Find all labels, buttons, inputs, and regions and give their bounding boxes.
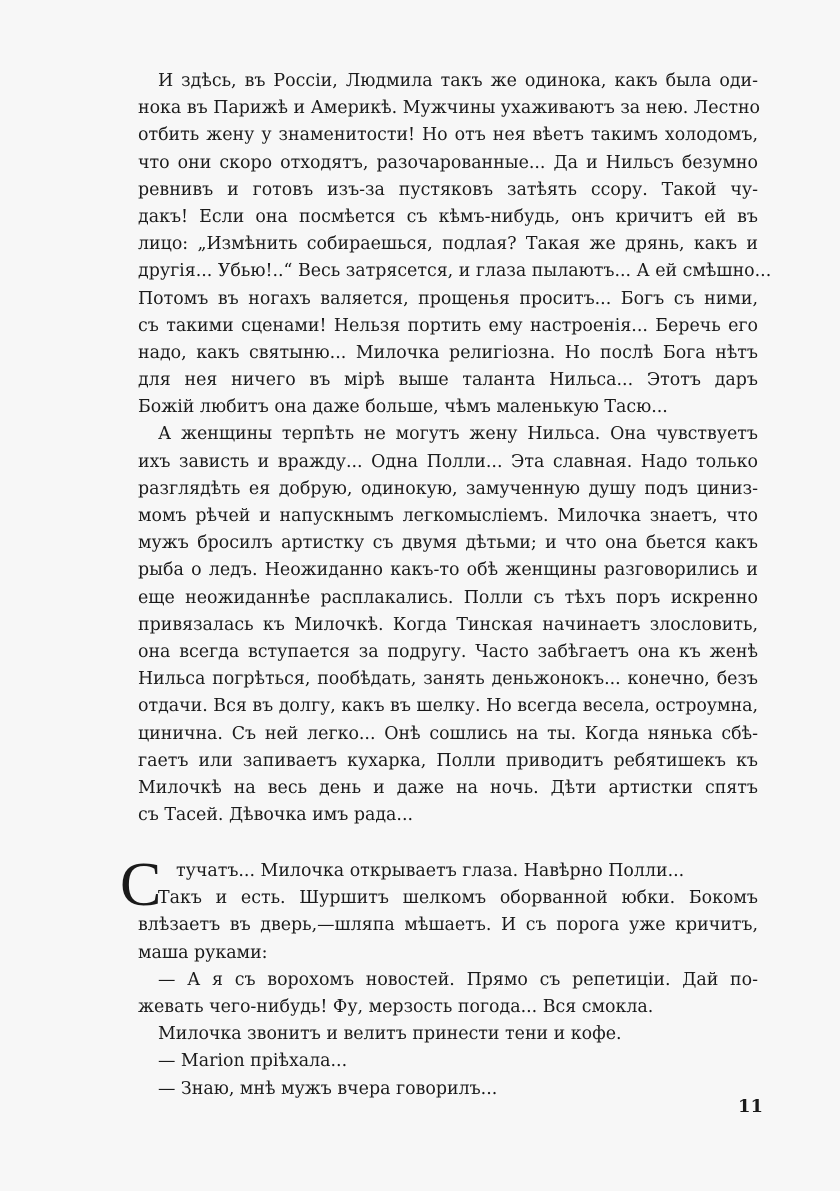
text-line: съ такими сценами! Нельзя портить ему настроенія... Беречь его [138,315,758,336]
section-2-text [120,851,758,1103]
drop-cap: С [120,851,162,919]
text-line: рыба о ледъ. Неожиданно какъ-то обѣ женщины разговорились и [138,560,758,581]
text-line: А женщины терпѣть не могутъ жену Нильса. Она чувствуетъ [158,424,758,445]
text-line: еще неожиданнѣе расплакались. Полли съ тѣхъ поръ искренно [138,587,758,608]
text-line: маша руками: [138,942,268,963]
text-line: Нильса погрѣться, пообѣдать, занять деньжонокъ... конечно, безъ [138,669,758,690]
text-line: съ Тасей. Дѣвочка имъ рада... [138,805,413,826]
text-line: нока въ Парижѣ и Америкѣ. Мужчины ухаживаютъ за нею. Лестно [138,98,761,119]
text-line: жевать чего-нибудь! Фу, мерзость погода... Вся смокла. [138,996,654,1017]
text-line: момъ рѣчей и напускнымъ легкомысліемъ. Милочка знаетъ, что [138,506,758,526]
text-line: привязалась къ Милочкѣ. Когда Тинская начинаетъ злословить, [138,614,758,635]
text-line: отбить жену у знаменитости! Но отъ нея вѣетъ такимъ холодомъ, [138,125,758,146]
text-line: мужъ бросилъ артистку съ двумя дѣтьми; и что она бьется какъ [138,533,758,554]
text-line: что они скоро отходятъ, разочарованные... Да и Нильсъ безумно [138,152,758,173]
text-line: отдачи. Вся въ долгу, какъ въ шелку. Но всегда весела, остроумна, [138,696,759,717]
text-line: другія... Убью!..“ Весь затрясется, и глаза пылаютъ... А ей смѣшно... [138,261,772,282]
text-line: ихъ зависть и вражду... Одна Полли... Эта славная. Надо только [138,451,758,472]
text-line: надо, какъ святыню... Милочка религіозна. Но послѣ Бога нѣтъ [138,342,758,363]
text-line: Милочкѣ на весь день и даже на ночь. Дѣти артистки спятъ [138,777,758,798]
text-line: Милочка звонитъ и велитъ принести тени и кофе. [158,1024,622,1045]
text-line: разглядѣть ея добрую, одинокую, замученную душу подъ циниз- [138,478,758,499]
text-line: — А я съ ворохомъ новостей. Прямо съ репетиціи. Дай по- [158,969,758,990]
text-line: — Знаю, мнѣ мужъ вчера говорилъ... [158,1078,498,1099]
text-line: — Marion пріѣхала... [158,1051,348,1072]
text-line: цинична. Съ ней легко... Онѣ сошлись на ты. Когда нянька сбѣ- [138,723,758,744]
text-line: Потомъ въ ногахъ валяется, прощенья проситъ... Богъ съ ними, [138,288,758,309]
text-line: Такъ и есть. Шуршитъ шелкомъ оборванной юбки. Бокомъ [158,888,758,909]
text-line: И здѣсь, въ Россіи, Людмила такъ же одинока, какъ была оди- [158,71,758,91]
text-line: влѣзаетъ въ дверь,—шляпа мѣшаетъ. И съ порога уже кричитъ, [138,915,758,936]
page-number: 11 [738,1096,764,1117]
text-line: дакъ! Если она посмѣется съ кѣмъ-нибудь, онъ кричитъ ей въ [138,206,758,227]
first-line-text: тучатъ... Милочка открываетъ глаза. Навѣрно Полли... [176,861,685,881]
text-line: она всегда вступается за подругу. Часто забѣгаетъ она къ женѣ [138,641,758,662]
text-line: лицо: „Измѣнить собираешься, подлая? Такая же дрянь, какъ и [138,234,758,255]
paragraph-2 [138,421,758,829]
text-line: Божій любитъ она даже больше, чѣмъ маленькую Тасю... [138,397,668,418]
paragraph-1 [138,68,772,421]
text-line: для нея ничего въ мірѣ выше таланта Нильса... Этотъ даръ [138,370,758,391]
text-line: гаетъ или запиваетъ кухарка, Полли приводитъ ребятишекъ къ [138,750,758,771]
main-text [138,68,772,829]
text-line: ревнивъ и готовъ изъ-за пустяковъ затѣять ссору. Такой чу- [138,179,758,200]
